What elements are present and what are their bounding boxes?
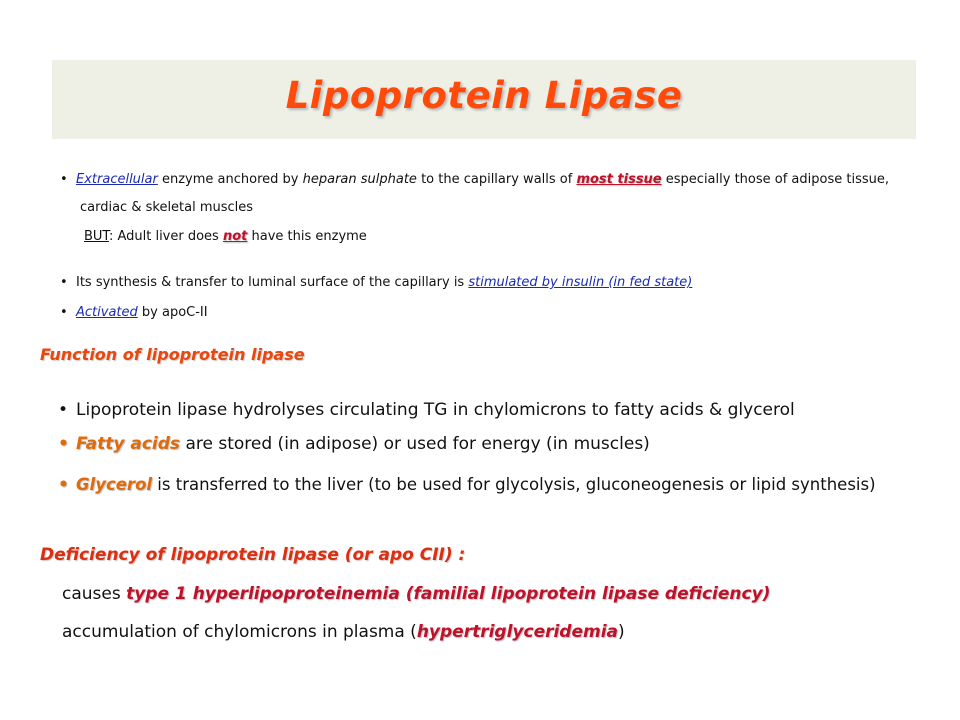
text: to the capillary walls of	[416, 172, 577, 187]
bullet-dot: •	[58, 400, 69, 420]
bullet-dot: •	[60, 172, 68, 187]
text: is transferred to the liver (to be used for glycolysis, gluconeogenesis or lipid synthesis)	[152, 475, 876, 494]
intro-bullet-1-line-3	[84, 229, 367, 244]
text: have this enzyme	[247, 229, 367, 244]
function-bullet-2	[76, 434, 650, 454]
term-heparan-sulphate: heparan sulphate	[302, 172, 417, 187]
term-stimulated-by-insulin: stimulated by insulin (in fed state)	[468, 275, 693, 290]
intro-bullet-2	[76, 275, 692, 290]
text: causes	[62, 584, 127, 604]
text: especially those of adipose tissue,	[661, 172, 889, 187]
slide-title: Lipoprotein Lipase	[285, 74, 683, 117]
intro-bullet-1-line-1	[76, 172, 889, 187]
text: )	[618, 622, 625, 642]
intro-bullet-1-line-2: cardiac & skeletal muscles	[80, 200, 254, 215]
bullet-dot: •	[58, 475, 69, 495]
term-extracellular: Extracellular	[76, 172, 158, 187]
term-not: not	[222, 229, 248, 244]
text: : Adult liver does	[108, 229, 223, 244]
title-band	[52, 60, 916, 139]
term-activated: Activated	[76, 305, 138, 320]
text: Its synthesis & transfer to luminal surface of the capillary is	[76, 275, 469, 290]
bullet-dot: •	[58, 434, 69, 454]
text: are stored (in adipose) or used for energy (in muscles)	[180, 434, 650, 454]
text: by apoC-II	[137, 305, 208, 320]
bullet-dot: •	[60, 305, 68, 320]
text: accumulation of chylomicrons in plasma (	[62, 622, 417, 642]
term-most-tissue: most tissue	[576, 172, 662, 187]
text: enzyme anchored by	[157, 172, 303, 187]
term-hypertriglyceridemia: hypertriglyceridemia	[416, 622, 619, 642]
bullet-dot: •	[60, 275, 68, 290]
term-but: BUT	[84, 229, 109, 244]
function-heading: Function of lipoprotein lipase	[40, 345, 305, 364]
function-bullet-1: Lipoprotein lipase hydrolyses circulating TG in chylomicrons to fatty acids & glycerol	[76, 400, 795, 420]
term-glycerol: Glycerol	[76, 475, 153, 494]
term-type-1-hyperlipoproteinemia: type 1 hyperlipoproteinemia (familial lipoprotein lipase deficiency)	[126, 584, 771, 604]
intro-bullet-3	[76, 305, 208, 320]
deficiency-heading: Deficiency of lipoprotein lipase (or apo CII) :	[40, 545, 466, 565]
function-bullet-3	[76, 475, 876, 494]
term-fatty-acids: Fatty acids	[76, 434, 181, 454]
deficiency-line-2	[62, 622, 625, 642]
deficiency-line-1	[62, 584, 770, 604]
